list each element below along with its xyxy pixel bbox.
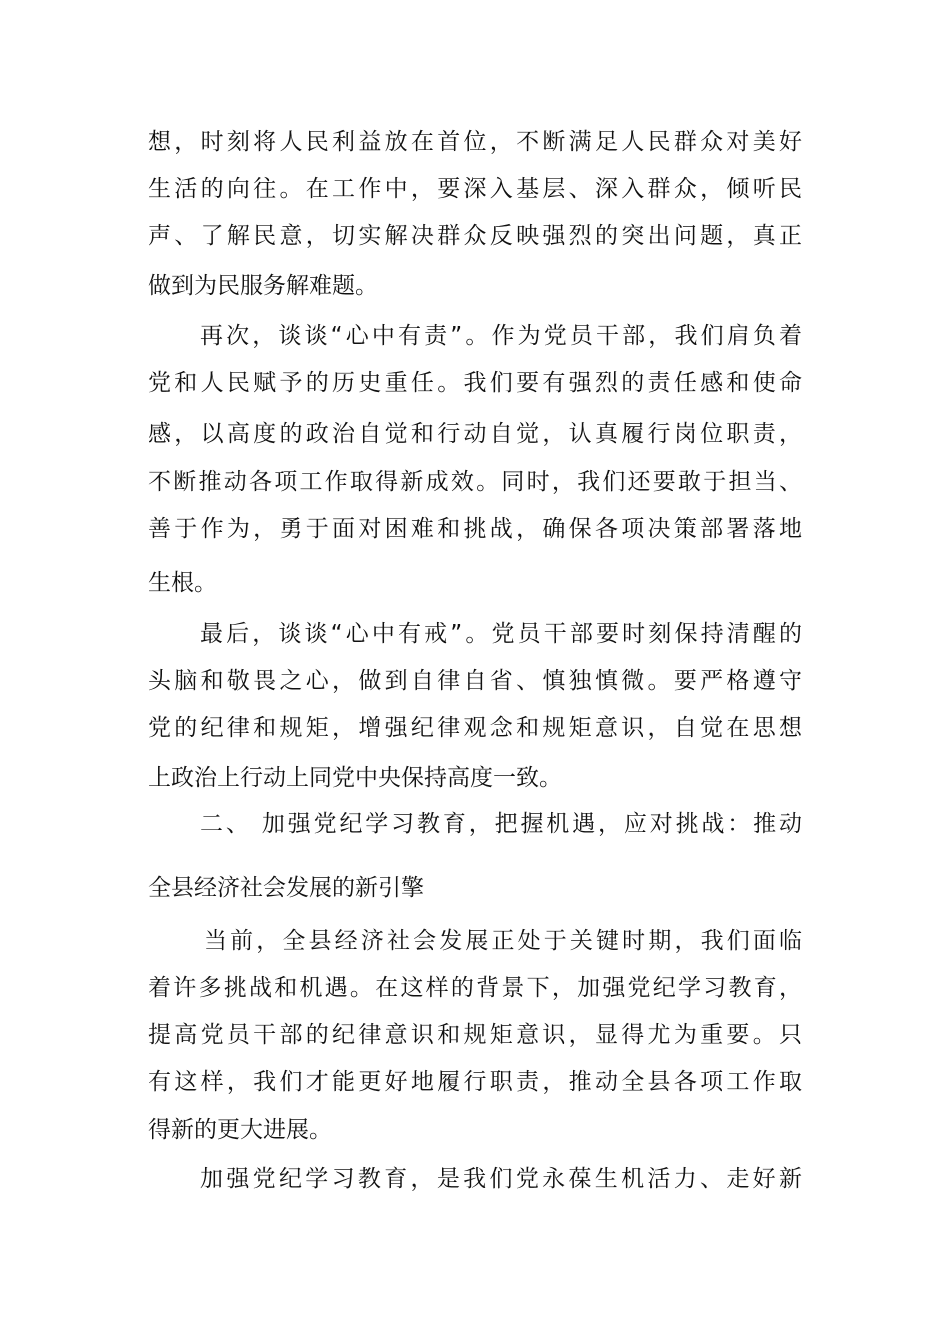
paragraph-first-line: 当前，全县经济社会发展正处于关键时期，我们面临	[204, 928, 802, 954]
text-line: 提高党员干部的纪律意识和规矩意识，显得尤为重要。只	[148, 1022, 802, 1048]
text-line: 生根。	[148, 570, 217, 596]
text-line: 想，时刻将人民利益放在首位，不断满足人民群众对美好	[148, 129, 802, 155]
text-line: 不断推动各项工作取得新成效。同时，我们还要敢于担当、	[148, 469, 802, 495]
text-line: 上政治上行动上同党中央保持高度一致。	[148, 765, 562, 791]
text-line: 党和人民赋予的历史重任。我们要有强烈的责任感和使命	[148, 370, 802, 396]
text-line: 声、了解民意，切实解决群众反映强烈的突出问题，真正	[148, 223, 802, 249]
text-line: 做到为民服务解难题。	[148, 273, 378, 299]
paragraph-first-line: 加强党纪学习教育，是我们党永葆生机活力、走好新	[200, 1166, 802, 1192]
text-line: 着许多挑战和机遇。在这样的背景下，加强党纪学习教育，	[148, 975, 802, 1001]
text-line: 生活的向往。在工作中，要深入基层、深入群众，倾听民	[148, 176, 802, 202]
paragraph-first-line: 再次，谈谈“心中有责”。作为党员干部，我们肩负着	[200, 323, 802, 349]
text-line: 党的纪律和规矩，增强纪律观念和规矩意识，自觉在思想	[148, 715, 802, 741]
section-heading-continued: 全县经济社会发展的新引擎	[148, 875, 424, 901]
text-line: 头脑和敬畏之心，做到自律自省、慎独慎微。要严格遵守	[148, 668, 802, 694]
text-line: 得新的更大进展。	[148, 1117, 332, 1143]
text-line: 有这样，我们才能更好地履行职责，推动全县各项工作取	[148, 1069, 802, 1095]
section-heading: 二、 加强党纪学习教育，把握机遇，应对挑战：推动	[200, 811, 802, 837]
paragraph-first-line: 最后，谈谈“心中有戒”。党员干部要时刻保持清醒的	[200, 621, 802, 647]
text-line: 善于作为，勇于面对困难和挑战，确保各项决策部署落地	[148, 516, 802, 542]
text-line: 感，以高度的政治自觉和行动自觉，认真履行岗位职责，	[148, 421, 802, 447]
